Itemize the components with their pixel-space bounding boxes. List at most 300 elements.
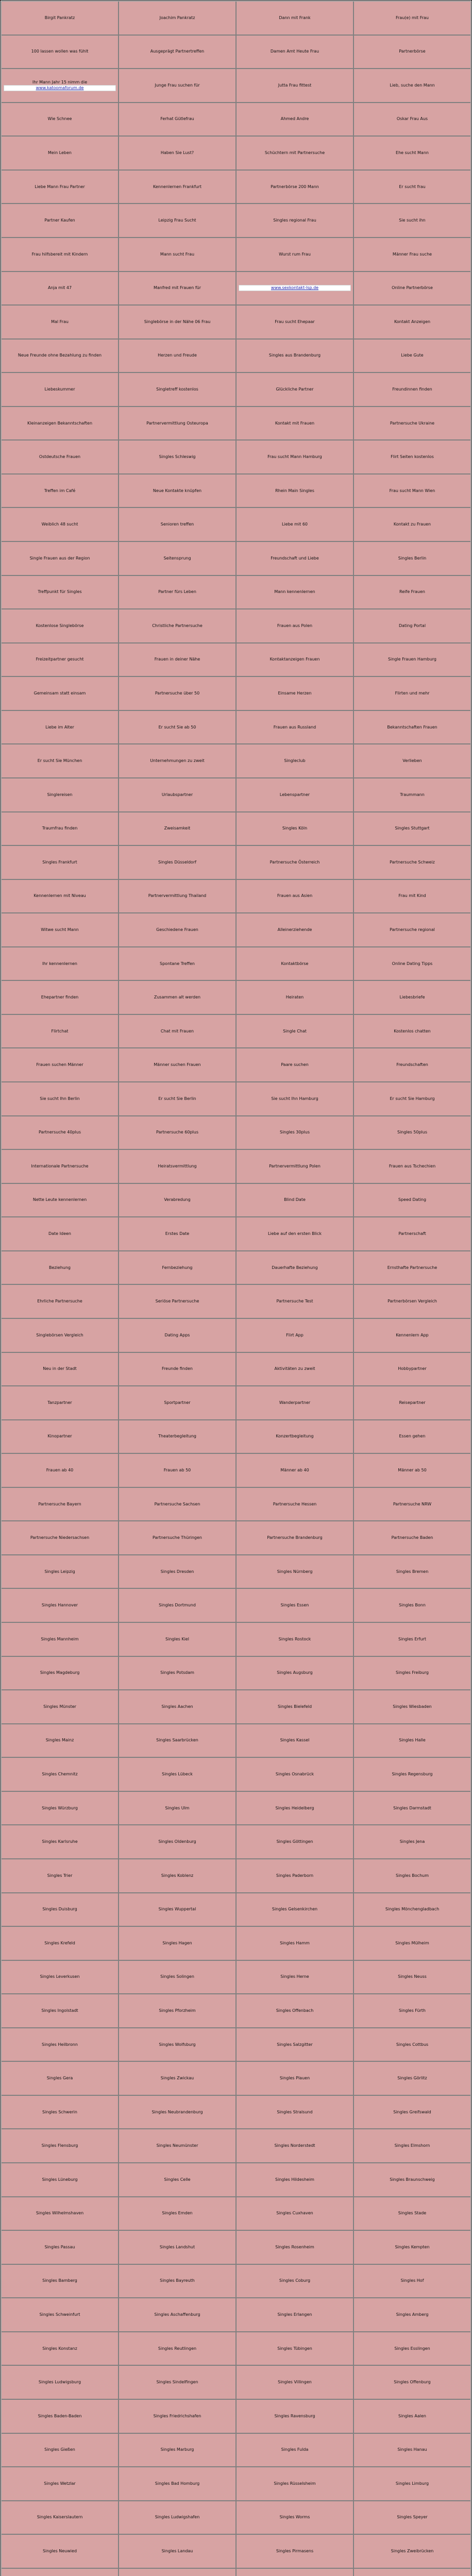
- cell-text: Kennenlern App: [396, 1332, 429, 1337]
- cell-text: Singles Kempten: [395, 2244, 430, 2249]
- table-cell: [119, 204, 235, 237]
- cell-text: Singles Hagen: [162, 1940, 192, 1945]
- cell-text: Reisepartner: [399, 1400, 426, 1405]
- cell-text: Mann sucht Frau: [160, 251, 195, 257]
- table-cell: [354, 1082, 470, 1115]
- cell-text: Liebe Gute: [401, 353, 424, 358]
- cell-text: Singlereisen: [47, 792, 73, 797]
- cell-link-text[interactable]: www.sexkontakt-lsp.de: [271, 285, 319, 291]
- table-cell: [354, 1420, 470, 1453]
- table-row: [2, 103, 470, 136]
- cell-text: Singles Schleswig: [159, 454, 196, 460]
- cell-text: Singles Landau: [161, 2548, 193, 2553]
- table-cell: [354, 238, 470, 271]
- cell-text: Singles Essen: [280, 1603, 309, 1608]
- cell-text: Singles Mannheim: [41, 1636, 79, 1641]
- cell-text: Urlaubspartner: [161, 792, 193, 797]
- table-cell: [237, 1454, 353, 1487]
- cell-text: Online Dating Tipps: [392, 961, 433, 966]
- cell-text: Singles Stade: [398, 2211, 427, 2216]
- table-cell: [2, 677, 118, 710]
- table-cell: [2, 1251, 118, 1284]
- cell-link[interactable]: [239, 285, 351, 291]
- table-cell: [119, 2569, 235, 2576]
- cell-text: Singles Regensburg: [392, 1772, 433, 1777]
- table-cell: [237, 913, 353, 946]
- table-cell: [237, 947, 353, 980]
- cell-text: Männer ab 40: [280, 1467, 309, 1472]
- table-cell: [237, 103, 353, 136]
- cell-text: Kontaktanzeigen Frauen: [269, 657, 320, 662]
- cell-text: Singles Frankfurt: [42, 859, 77, 865]
- table-row: [2, 778, 470, 811]
- table-cell: [119, 1825, 235, 1858]
- table-cell: [119, 609, 235, 642]
- cell-text: Singlebörse in der Nähe 06 Frau: [144, 319, 211, 324]
- table-cell: [354, 36, 470, 69]
- table-row: [2, 36, 470, 69]
- table-cell: [119, 846, 235, 879]
- table-cell: [2, 1623, 118, 1656]
- table-cell: [2, 981, 118, 1014]
- cell-text: Flirt App: [286, 1332, 304, 1337]
- table-cell: [354, 880, 470, 913]
- table-row: [2, 1285, 470, 1318]
- cell-text: Singles Stralsund: [277, 2109, 313, 2114]
- cell-text: Singles Esslingen: [394, 2346, 430, 2351]
- table-cell: [237, 373, 353, 406]
- table-cell: [2, 1488, 118, 1521]
- table-cell: [119, 1184, 235, 1217]
- table-cell: [237, 1184, 353, 1217]
- cell-text: Singles Offenburg: [394, 2380, 431, 2385]
- table-cell: [354, 440, 470, 473]
- cell-text: Singles Fürth: [398, 2008, 426, 2013]
- table-cell: [119, 1758, 235, 1791]
- cell-text: Ehe sucht Mann: [396, 150, 429, 156]
- table-cell: [119, 744, 235, 777]
- table-cell: [354, 947, 470, 980]
- cell-text: Haben Sie Lust?: [160, 150, 194, 156]
- table-cell: [119, 171, 235, 204]
- table-row: [2, 1589, 470, 1622]
- cell-text: Essen gehen: [399, 1434, 426, 1439]
- cell-text: Frau sucht Mann Wien: [389, 488, 435, 493]
- table-cell: [119, 576, 235, 609]
- table-cell: [2, 2332, 118, 2365]
- table-row: [2, 1217, 470, 1250]
- cell-text: Unternehmungen zu zweit: [150, 758, 205, 764]
- cell-text: Singles Saarbrücken: [156, 1738, 198, 1743]
- cell-text: Frauen aus Polen: [277, 623, 313, 628]
- table-cell: [119, 2467, 235, 2500]
- cell-text: Neue Kontakte knüpfen: [153, 488, 202, 493]
- table-cell: [354, 1825, 470, 1858]
- table-cell: [237, 981, 353, 1014]
- cell-text: Singles Leverkusen: [40, 1974, 80, 1979]
- table-cell: [237, 340, 353, 372]
- table-cell: [2, 171, 118, 204]
- table-cell: [2, 1724, 118, 1757]
- cell-text: Singles Hof: [400, 2278, 424, 2283]
- cell-text: Dating Portal: [398, 623, 426, 628]
- table-cell: [119, 1792, 235, 1825]
- table-cell: [237, 440, 353, 473]
- table-cell: [354, 2129, 470, 2162]
- table-cell: [237, 711, 353, 744]
- cell-text: Zweisamkeit: [164, 826, 191, 831]
- table-cell: [119, 1961, 235, 1994]
- cell-text: Kennenlernen Frankfurt: [153, 184, 202, 189]
- cell-text: Witwe sucht Mann: [41, 927, 79, 932]
- table-row: [2, 2028, 470, 2061]
- cell-text: Singles Wilhelmshaven: [36, 2211, 84, 2216]
- cell-text: Singles Amberg: [396, 2312, 429, 2317]
- cell-text: Singles Heidelberg: [275, 1805, 314, 1810]
- table-cell: [354, 1386, 470, 1419]
- table-cell: [119, 1251, 235, 1284]
- table-row: [2, 2129, 470, 2162]
- cell-text: Singles Aachen: [161, 1704, 193, 1709]
- table-row: [2, 981, 470, 1014]
- table-cell: [119, 2265, 235, 2298]
- table-cell: [119, 2298, 235, 2331]
- table-cell: [354, 508, 470, 541]
- cell-text: Partnersuche Baden: [391, 1535, 433, 1540]
- table-cell: [354, 2366, 470, 2399]
- cell-text: Partnerbörse 200 Mann: [271, 184, 319, 189]
- table-cell: [119, 1319, 235, 1352]
- table-cell: [354, 1758, 470, 1791]
- cell-text: Speed Dating: [398, 1197, 427, 1202]
- cell-text: Singles Sindelfingen: [156, 2380, 198, 2385]
- cell-text: Singles Düsseldorf: [158, 859, 197, 865]
- cell-text: Liebeskummer: [44, 386, 75, 392]
- table-row: [2, 2265, 470, 2298]
- cell-link[interactable]: [4, 85, 116, 91]
- cell-text: Singles Duisburg: [42, 1907, 77, 1912]
- cell-text: Partnersuche Ukraine: [390, 420, 435, 426]
- table-cell: [237, 1657, 353, 1690]
- cell-text: Lieb, suche den Mann: [390, 82, 435, 88]
- cell-text: Singles Salzgitter: [277, 2042, 313, 2047]
- table-cell: [2, 1386, 118, 1419]
- table-cell: [2, 440, 118, 473]
- table-row: [2, 1082, 470, 1115]
- table-cell: [2, 1927, 118, 1960]
- table-cell: [119, 2332, 235, 2365]
- table-row: [2, 2366, 470, 2399]
- table-row: [2, 1116, 470, 1149]
- cell-text: Liebe mit 60: [281, 522, 308, 527]
- table-row: [2, 1758, 470, 1791]
- table-row: [2, 744, 470, 777]
- cell-text: Singles Mülheim: [395, 1940, 429, 1945]
- table-cell: [354, 1690, 470, 1723]
- table-cell: [119, 2062, 235, 2095]
- table-cell: [237, 1015, 353, 1048]
- cell-text: Hobbypartner: [398, 1366, 427, 1371]
- table-cell: [119, 880, 235, 913]
- table-row: [2, 1319, 470, 1352]
- cell-text: Singles Emden: [162, 2211, 193, 2216]
- listing-table-body: [2, 2, 470, 2576]
- table-cell: [237, 1927, 353, 1960]
- table-cell: [2, 2129, 118, 2162]
- table-cell: [2, 1116, 118, 1149]
- table-cell: [237, 36, 353, 69]
- cell-text: Alleinerziehende: [277, 927, 312, 932]
- table-cell: [237, 2434, 353, 2467]
- cell-text: Rhein Main Singles: [275, 488, 314, 493]
- table-cell: [354, 1961, 470, 1994]
- cell-text: Manfred mit Frauen für: [153, 285, 201, 291]
- cell-text: Singles Wolfsburg: [159, 2042, 196, 2047]
- table-row: [2, 171, 470, 204]
- cell-text: Singles Bonn: [399, 1603, 426, 1608]
- table-row: [2, 1555, 470, 1588]
- table-cell: [354, 677, 470, 710]
- table-cell: [2, 778, 118, 811]
- cell-text: Singles Pirmasens: [276, 2548, 314, 2553]
- table-row: [2, 1825, 470, 1858]
- table-row: [2, 474, 470, 507]
- cell-text: Singles Lüneburg: [42, 2177, 78, 2182]
- table-cell: [237, 238, 353, 271]
- table-cell: [119, 981, 235, 1014]
- cell-text: Singles Wiesbaden: [393, 1704, 432, 1709]
- cell-text: Frauen suchen Männer: [36, 1062, 83, 1067]
- table-cell: [119, 1623, 235, 1656]
- table-cell: [2, 542, 118, 575]
- table-cell: [119, 1555, 235, 1588]
- table-cell: [237, 1150, 353, 1183]
- cell-text: Singles Braunschweig: [390, 2177, 435, 2182]
- table-cell: [2, 306, 118, 338]
- cell-text: Singles Köln: [282, 826, 308, 831]
- cell-text: Singles Paderborn: [276, 1873, 314, 1878]
- table-cell: [119, 69, 235, 102]
- cell-text: Damen Amt Heute Frau: [270, 49, 319, 54]
- cell-text: Singleclub: [284, 758, 306, 764]
- cell-text: Freundinnen finden: [392, 386, 432, 392]
- table-cell: [237, 1353, 353, 1386]
- cell-text: Singles Bamberg: [42, 2278, 77, 2283]
- cell-text: Partnersuche über 50: [155, 691, 200, 696]
- cell-text: Freizeitpartner gesucht: [36, 657, 84, 662]
- cell-text: Singles Hanau: [397, 2447, 427, 2452]
- cell-text: Birgit Pankratz: [44, 15, 75, 20]
- cell-text: Singles Herne: [280, 1974, 309, 1979]
- table-cell: [2, 2400, 118, 2433]
- table-cell: [2, 2535, 118, 2568]
- table-cell: [354, 2569, 470, 2576]
- table-row: [2, 2231, 470, 2264]
- cell-text: Singles Darmstadt: [393, 1805, 431, 1810]
- table-cell: [354, 340, 470, 372]
- cell-text: Seriöse Partnersuche: [155, 1299, 199, 1304]
- table-cell: [237, 1319, 353, 1352]
- table-cell: [237, 744, 353, 777]
- table-cell: [354, 1454, 470, 1487]
- cell-text: Frauen ab 40: [46, 1467, 74, 1472]
- cell-text: Er sucht Sie ab 50: [158, 724, 196, 730]
- table-cell: [2, 103, 118, 136]
- cell-text: Partnersuche Brandenburg: [267, 1535, 323, 1540]
- table-cell: [237, 812, 353, 845]
- cell-text: Singles Neubrandenburg: [151, 2109, 203, 2114]
- table-cell: [237, 2062, 353, 2095]
- table-cell: [354, 204, 470, 237]
- cell-text: Frauen in deiner Nähe: [154, 657, 200, 662]
- table-cell: [354, 2467, 470, 2500]
- cell-text: Singles Pforzheim: [159, 2008, 196, 2013]
- cell-text: Beziehung: [48, 1265, 71, 1270]
- table-cell: [119, 2197, 235, 2230]
- table-cell[interactable]: [2, 69, 118, 102]
- table-row: [2, 542, 470, 575]
- table-row: [2, 1251, 470, 1284]
- cell-text: Weiblich 48 sucht: [41, 522, 78, 527]
- cell-link-text[interactable]: www.katoomaforum.de: [36, 85, 84, 90]
- table-row: [2, 1386, 470, 1419]
- table-cell: [2, 609, 118, 642]
- table-cell: [354, 609, 470, 642]
- table-cell: [119, 1690, 235, 1723]
- table-row: [2, 2467, 470, 2500]
- table-cell: [237, 1792, 353, 1825]
- table-row: [2, 1859, 470, 1892]
- table-cell: [354, 846, 470, 879]
- table-cell: [119, 238, 235, 271]
- cell-text: Partnerbörsen Vergleich: [387, 1299, 437, 1304]
- table-cell: [2, 2434, 118, 2467]
- cell-text: Singles Bayreuth: [160, 2278, 195, 2283]
- table-cell: [237, 677, 353, 710]
- table-cell: [354, 981, 470, 1014]
- cell-text: Partnersuche 60plus: [156, 1130, 198, 1135]
- cell-text: Glückliche Partner: [276, 386, 314, 392]
- table-cell: [2, 2265, 118, 2298]
- table-cell: [237, 1217, 353, 1250]
- table-cell: [354, 711, 470, 744]
- cell-text: Sie sucht Ihn Berlin: [40, 1096, 80, 1101]
- cell-text: Verlieben: [402, 758, 422, 764]
- table-cell: [354, 744, 470, 777]
- table-cell: [2, 2163, 118, 2196]
- cell-text: Singles Jena: [399, 1839, 425, 1844]
- cell-text: Geschiedene Frauen: [156, 927, 198, 932]
- cell-text: Singles Passau: [44, 2244, 75, 2249]
- cell-text: Tanzpartner: [47, 1400, 72, 1405]
- table-cell: [2, 1217, 118, 1250]
- table-cell: [354, 171, 470, 204]
- cell-text: Frau hilfsbereit mit Kindern: [31, 251, 88, 257]
- cell-text: Singles Celle: [164, 2177, 191, 2182]
- cell-text: Heiratsvermittlung: [158, 1163, 197, 1168]
- cell-text: Singletreff kostenlos: [156, 386, 198, 392]
- table-cell: [237, 1961, 353, 1994]
- cell-text: Singles Leipzig: [44, 1569, 75, 1574]
- table-row: [2, 407, 470, 440]
- table-cell[interactable]: [237, 272, 353, 305]
- table-cell: [2, 137, 118, 170]
- table-cell: [119, 1657, 235, 1690]
- table-cell: [354, 2434, 470, 2467]
- cell-text: Frau mit Kind: [398, 893, 426, 899]
- table-cell: [354, 542, 470, 575]
- cell-text: Singles Bremen: [396, 1569, 429, 1574]
- cell-text: Partnerbörse: [399, 49, 426, 54]
- table-cell: [2, 1758, 118, 1791]
- cell-text: Singles Friedrichshafen: [153, 2413, 201, 2418]
- table-cell: [354, 474, 470, 507]
- table-cell: [354, 812, 470, 845]
- table-cell: [119, 2231, 235, 2264]
- cell-text: Singles Osnabrück: [275, 1772, 314, 1777]
- table-cell: [237, 1420, 353, 1453]
- cell-text: Kleinanzeigen Bekanntschaften: [27, 420, 93, 426]
- table-cell: [237, 171, 353, 204]
- table-cell: [354, 1994, 470, 2027]
- table-cell: [2, 238, 118, 271]
- table-row: [2, 272, 470, 305]
- cell-text: Singles Gießen: [44, 2447, 75, 2452]
- table-cell: [119, 508, 235, 541]
- table-cell: [2, 711, 118, 744]
- cell-text: Christliche Partnersuche: [152, 623, 203, 628]
- table-row: [2, 238, 470, 271]
- table-cell: [354, 306, 470, 338]
- table-cell: [2, 2569, 118, 2576]
- table-row: [2, 1184, 470, 1217]
- table-row: [2, 1150, 470, 1183]
- cell-text: Singles Neuss: [398, 1974, 427, 1979]
- table-cell: [2, 880, 118, 913]
- cell-text: Partnersuche Hessen: [273, 1501, 317, 1506]
- table-cell: [237, 2535, 353, 2568]
- table-row: [2, 69, 470, 102]
- table-cell: [119, 677, 235, 710]
- cell-text: Sie sucht ihn: [399, 218, 426, 223]
- table-cell: [354, 1488, 470, 1521]
- table-row: [2, 1420, 470, 1453]
- cell-text: Oskar Frau Aus: [396, 116, 428, 122]
- cell-text: Singles Görlitz: [397, 2076, 427, 2081]
- table-cell: [354, 1184, 470, 1217]
- cell-text: Singles Oldenburg: [158, 1839, 196, 1844]
- table-cell: [2, 1420, 118, 1453]
- table-cell: [119, 1048, 235, 1081]
- table-cell: [354, 1623, 470, 1656]
- cell-text: Date Ideen: [48, 1231, 71, 1236]
- cell-text: Singles Greifswald: [393, 2109, 431, 2114]
- cell-text: Liebesbriefe: [399, 995, 425, 1000]
- cell-text: Singles Limburg: [395, 2481, 429, 2486]
- cell-text: Singles Marburg: [160, 2447, 194, 2452]
- cell-text: Singles regional Frau: [273, 218, 316, 223]
- table-row: [2, 204, 470, 237]
- cell-text: Ihr Mann Jahr 15 nimm die: [32, 79, 88, 84]
- table-cell: [237, 1488, 353, 1521]
- cell-text: Singles Berlin: [398, 555, 427, 561]
- cell-text: Singles 50plus: [397, 1130, 428, 1135]
- cell-text: Anja mit 47: [47, 285, 72, 291]
- cell-text: Singles Flensburg: [41, 2143, 78, 2148]
- table-cell: [354, 576, 470, 609]
- cell-text: Singles Kassel: [280, 1738, 310, 1743]
- table-row: [2, 1961, 470, 1994]
